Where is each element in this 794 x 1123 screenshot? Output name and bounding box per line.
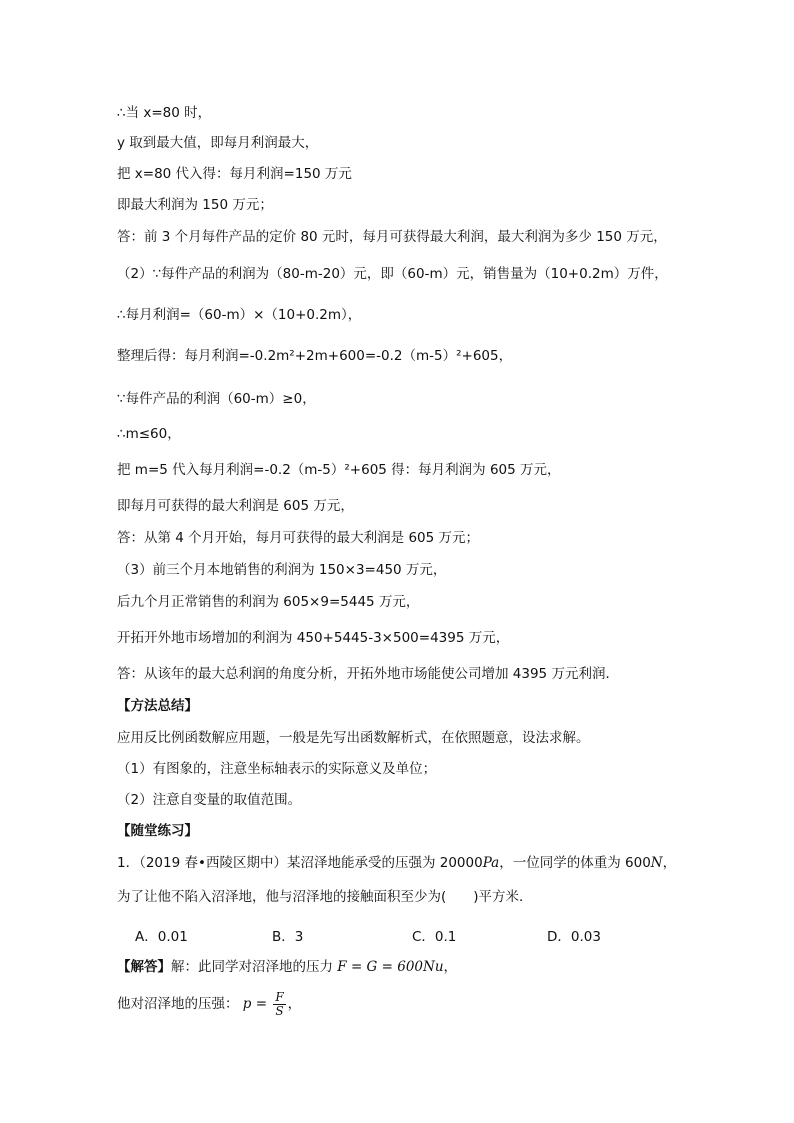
option-c: C．0.1: [412, 929, 457, 945]
solution-line: 答：前 3 个月每件产品的定价 80 元时，每月可获得最大利润，最大利润为多少 150 万元，: [117, 229, 667, 245]
answer-line-2: [117, 990, 301, 1018]
method-heading: 【方法总结】: [117, 698, 198, 714]
answer-line-1: [117, 958, 457, 976]
solution-line: 把 x=80 代入得：每月利润=150 万元: [117, 166, 352, 182]
solution-line: 答：从该年的最大总利润的角度分析，开拓外地市场能使公司增加 4395 万元利润．: [117, 666, 619, 682]
solution-line: 答：从第 4 个月开始，每月可获得的最大利润是 605 万元；: [117, 530, 480, 546]
solution-line: ∴当 x=80 时，: [117, 105, 212, 121]
practice-heading: 【随堂练习】: [117, 823, 198, 839]
question-1-text: 1．（2019 春•西陵区期中）某沼泽地能承受的压强为 20000: [117, 855, 483, 871]
fraction-f-over-s: [273, 991, 285, 1018]
solution-line: （2）∵每件产品的利润为（80-m-20）元，即（60-m）元，销售量为（10+0.2m）万件，: [117, 266, 668, 282]
force-formula: F = G = 600Nu: [337, 959, 444, 975]
question-1-line-2: 为了让他不陷入沼泽地，他与沼泽地的接触面积至少为( )平方米．: [117, 889, 533, 905]
question-1-text: ，: [662, 855, 677, 871]
question-1-line-1: [117, 854, 676, 872]
unit-n: N: [650, 855, 663, 871]
option-b: B．3: [272, 929, 304, 945]
fraction-numerator: F: [275, 989, 284, 1004]
solution-line: ∴m≤60，: [117, 426, 181, 442]
question-1-text: ，一位同学的体重为 600: [499, 855, 651, 871]
solution-line: y 取到最大值，即每月利润最大，: [117, 135, 319, 151]
answer-text: ，: [287, 996, 302, 1012]
solution-line: 即每月可获得的最大利润是 605 万元，: [117, 498, 354, 514]
option-a: A．0.01: [135, 929, 188, 945]
solution-line: 开拓开外地市场增加的利润为 450+5445-3×500=4395 万元，: [117, 630, 510, 646]
method-text: 应用反比例函数解应用题，一般是先写出函数解析式，在依照题意，设法求解。: [117, 730, 590, 746]
answer-text: 解：此同学对沼泽地的压力: [171, 959, 333, 975]
method-point: （1）有图象的，注意坐标轴表示的实际意义及单位；: [117, 761, 437, 777]
answer-text: ，: [443, 959, 458, 975]
solution-line: 把 m=5 代入每月利润=-0.2（m-5）²+605 得：每月利润为 605 万元，: [117, 462, 561, 478]
solution-line: 即最大利润为 150 万元；: [117, 197, 273, 213]
answer-text: 他对沼泽地的压强：: [117, 996, 239, 1012]
solution-line: ∴每月利润=（60-m）×（10+0.2m），: [117, 307, 362, 323]
solution-line: 后九个月正常销售的利润为 605×9=5445 万元，: [117, 594, 420, 610]
solution-line: （3）前三个月本地销售的利润为 150×3=450 万元，: [117, 562, 447, 578]
solution-line: 整理后得：每月利润=-0.2m²+2m+600=-0.2（m-5）²+605，: [117, 348, 513, 364]
solution-line: ∵每件产品的利润（60-m）≥0，: [117, 391, 316, 407]
fraction-denominator: S: [275, 1003, 284, 1018]
answer-options: [0, 925, 794, 943]
answer-label: 【解答】: [117, 959, 171, 975]
unit-pa: Pa: [482, 855, 500, 871]
option-d: D．0.03: [547, 929, 601, 945]
pressure-symbol: p =: [242, 996, 268, 1012]
method-point: （2）注意自变量的取值范围。: [117, 792, 302, 808]
